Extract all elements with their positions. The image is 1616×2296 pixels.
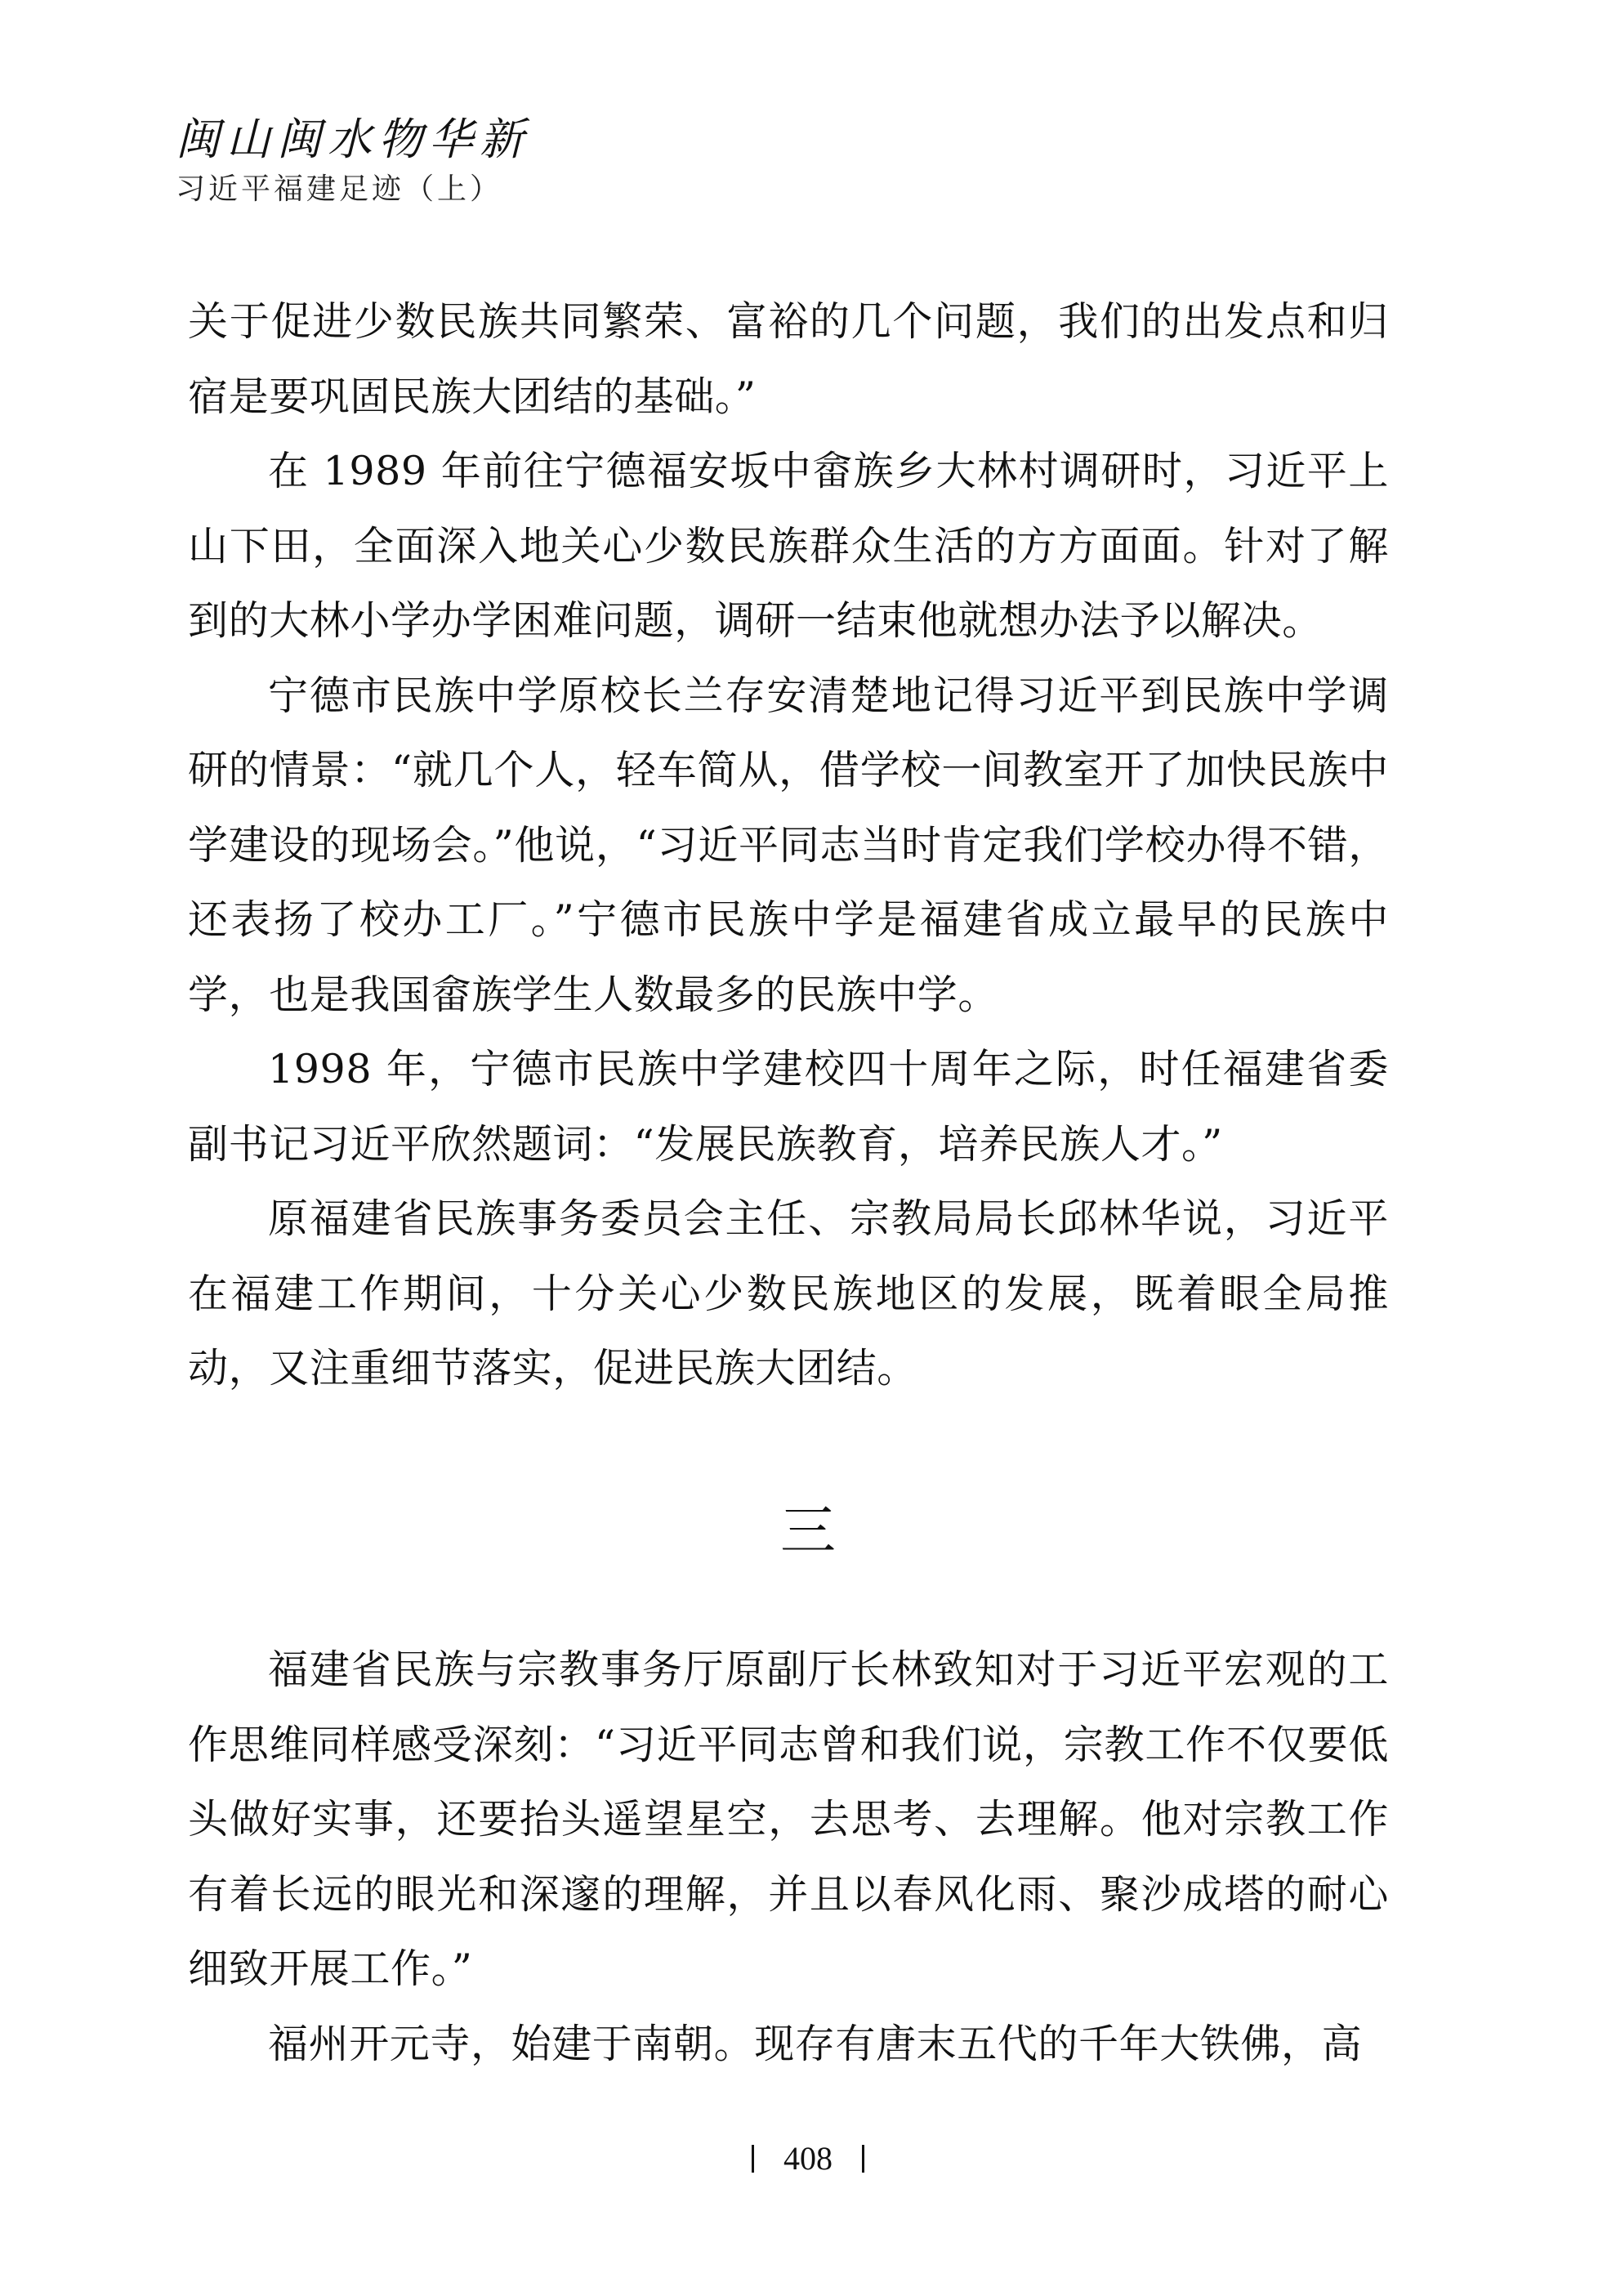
footer-rule-left (752, 2145, 754, 2173)
paragraph: 1998 年，宁德市民族中学建校四十周年之际，时任福建省委副书记习近平欣然题词：“发展民族教育，培养民族人才。” (188, 1046, 1389, 1168)
paragraph: 关于促进少数民族共同繁荣、富裕的几个问题，我们的出发点和归宿是要巩固民族大团结的基础。” (188, 298, 1389, 420)
paragraph: 福州开元寺，始建于南朝。现存有唐末五代的千年大铁佛，高 (268, 2020, 1363, 2067)
page-footer (0, 2134, 1616, 2183)
running-header (176, 113, 829, 208)
book-title: 闽山闽水物华新 (176, 114, 530, 165)
footer-rule-right (862, 2145, 864, 2173)
paragraph: 宁德市民族中学原校长兰存安清楚地记得习近平到民族中学调研的情景：“就几个人，轻车简从，借学校一间教室开了加快民族中学建设的现场会。”他说，“习近平同志当时肯定我们学校办得不错，还表扬了校办工厂。”宁德市民族中学是福建省成立最早的民族中学，也是我国畲族学生人数最多的民族中学。 (188, 672, 1389, 1018)
page-number: 408 (783, 2140, 833, 2177)
book-subtitle: 习近平福建足迹（上） (176, 172, 503, 206)
paragraph: 原福建省民族事务委员会主任、宗教局局长邱林华说，习近平在福建工作期间，十分关心少数民族地区的发展，既着眼全局推动，又注重细节落实，促进民族大团结。 (188, 1195, 1389, 1391)
section-number: 三 (779, 1499, 836, 1564)
paragraph: 福建省民族与宗教事务厅原副厅长林致知对于习近平宏观的工作思维同样感受深刻：“习近平同志曾和我们说，宗教工作不仅要低头做好实事，还要抬头遥望星空，去思考、去理解。他对宗教工作有着长远的眼光和深邃的理解，并且以春风化雨、聚沙成塔的耐心细致开展工作。” (188, 1646, 1389, 1992)
section-text (188, 1633, 1389, 2081)
paragraph: 在 1989 年前往宁德福安坂中畲族乡大林村调研时，习近平上山下田，全面深入地关心少数民族群众生活的方方面面。针对了解到的大林小学办学困难问题，调研一结束他就想办法予以解决。 (188, 448, 1389, 644)
main-text (188, 284, 1389, 1406)
